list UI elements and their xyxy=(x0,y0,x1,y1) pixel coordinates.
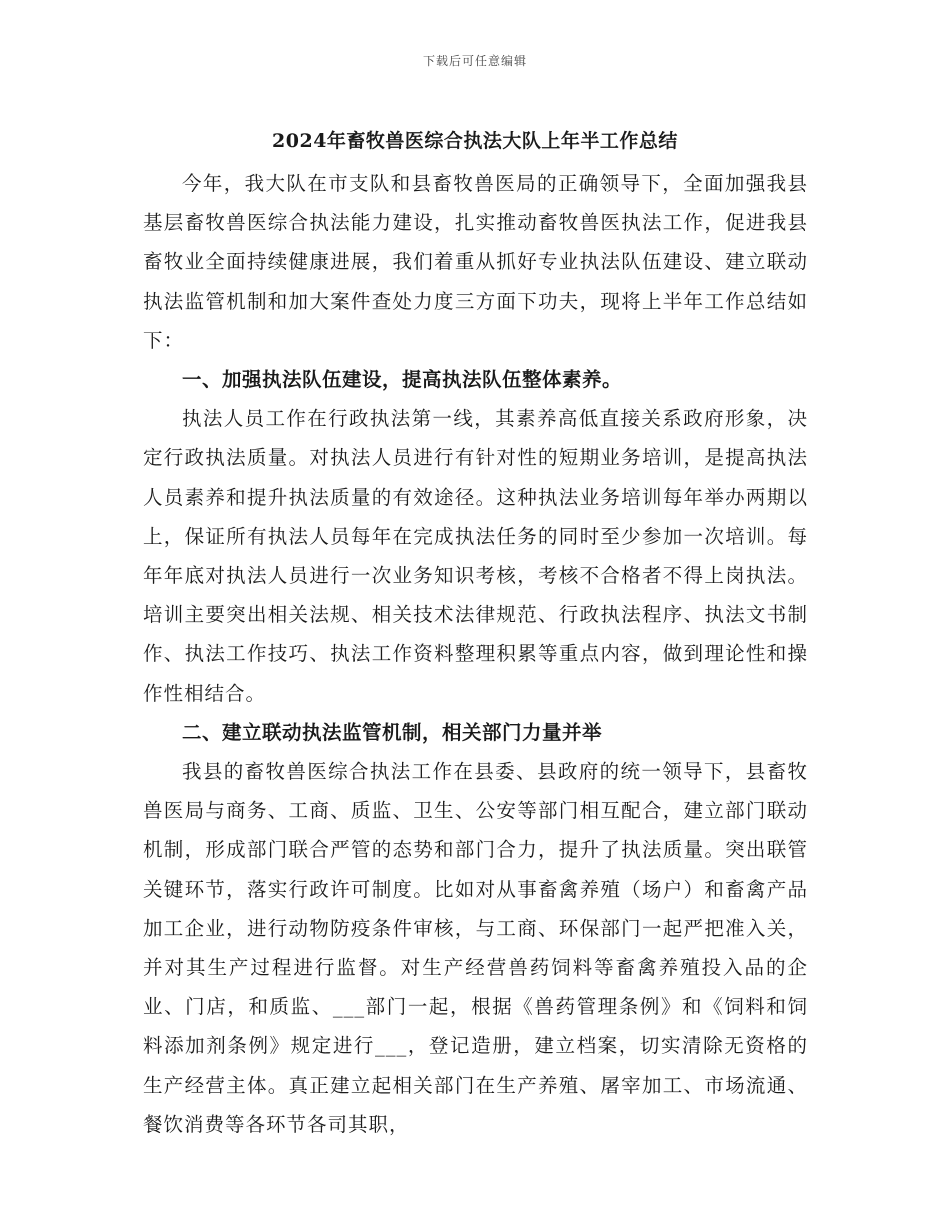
section-1-heading: 一、加强执法队伍建设，提高执法队伍整体素养。 xyxy=(182,368,623,392)
page-header-note: 下载后可任意编辑 xyxy=(422,54,527,68)
document-body xyxy=(143,164,808,1144)
document-title: 2024年畜牧兽医综合执法大队上年半工作总结 xyxy=(272,130,678,152)
section-2-paragraph: 我县的畜牧兽医综合执法工作在县委、县政府的统一领导下，县畜牧兽医局与商务、工商、质监、卫生、公安等部门相互配合，建立部门联动机制，形成部门联合严管的态势和部门合力，提升了执法质量。突出联管关键环节，落实行政许可制度。比如对从事畜禽养殖（场户）和畜禽产品加工企业，进行动物防疫条件审核，与工商、环保部门一起严把准入关，并对其生产过程进行监督。对生产经营兽药饲料等畜禽养殖投入品的企业、门店，和质监、___部门一起，根据《兽药管理条例》和《饲料和饲料添加剂条例》规定进行___，登记造册，建立档案，切实清除无资格的生产经营主体。真正建立起相关部门在生产养殖、屠宰加工、市场流通、餐饮消费等各环节各司其职， xyxy=(143,760,808,1136)
section-2-heading: 二、建立联动执法监管机制，相关部门力量并举 xyxy=(182,720,603,744)
section-1-paragraph: 执法人员工作在行政执法第一线，其素养高低直接关系政府形象，决定行政执法质量。对执法人员进行有针对性的短期业务培训，是提高执法人员素养和提升执法质量的有效途径。这种执法业务培训每年举办两期以上，保证所有执法人员每年在完成执法任务的同时至少参加一次培训。每年年底对执法人员进行一次业务知识考核，考核不合格者不得上岗执法。培训主要突出相关法规、相关技术法律规范、行政执法程序、执法文书制作、执法工作技巧、执法工作资料整理积累等重点内容，做到理论性和操作性相结合。 xyxy=(143,407,808,705)
intro-paragraph: 今年，我大队在市支队和县畜牧兽医局的正确领导下，全面加强我县基层畜牧兽医综合执法能力建设，扎实推动畜牧兽医执法工作，促进我县畜牧业全面持续健康进展，我们着重从抓好专业执法队伍建设、建立联动执法监管机制和加大案件查处力度三方面下功夫，现将上半年工作总结如下： xyxy=(143,172,808,352)
